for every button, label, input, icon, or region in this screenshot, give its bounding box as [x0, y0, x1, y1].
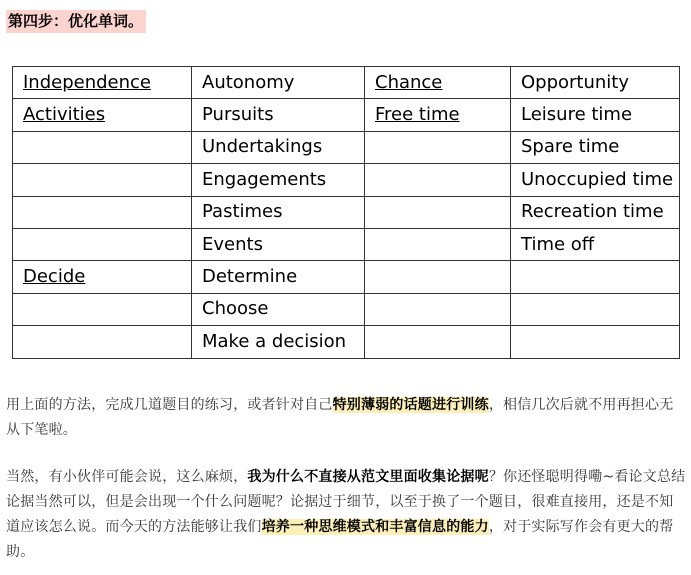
table-cell: Activities [13, 99, 192, 131]
table-cell: Independence [13, 67, 192, 99]
paragraph-practice [6, 393, 686, 443]
table-cell: Free time [365, 99, 511, 131]
table-row [13, 228, 680, 260]
bold-text: 我为什么不直接从范文里面收集论据呢 [247, 469, 489, 485]
table-cell [13, 326, 192, 358]
table-cell [511, 326, 680, 358]
table-cell: Spare time [511, 131, 680, 163]
paragraph-text: 当然，有小伙伴可能会说，这么麻烦， [6, 469, 248, 485]
table-cell [13, 293, 192, 325]
table-cell [365, 326, 511, 358]
table-cell [365, 228, 511, 260]
table-cell [365, 131, 511, 163]
table-cell [511, 293, 680, 325]
table-cell: Decide [13, 261, 192, 293]
paragraph-text: ，对于实际写作会有更大的帮助。 [6, 519, 674, 560]
table-row [13, 99, 680, 131]
paragraph-text: 用上面的方法，完成几道题目的练习，或者针对自己 [6, 397, 333, 413]
table-cell: Determine [192, 261, 365, 293]
table-row [13, 293, 680, 325]
table-cell [365, 293, 511, 325]
table-cell: Undertakings [192, 131, 365, 163]
table-cell [13, 228, 192, 260]
paragraph-text: ，相信几次后就不用再担心无从下笔啦。 [6, 397, 674, 438]
table-row [13, 326, 680, 358]
table-row [13, 164, 680, 196]
table-cell: Choose [192, 293, 365, 325]
table-cell: Engagements [192, 164, 365, 196]
table-cell: Leisure time [511, 99, 680, 131]
table-row [13, 196, 680, 228]
paragraph-explanation [6, 465, 686, 565]
table-cell: Recreation time [511, 196, 680, 228]
table-cell [365, 164, 511, 196]
table-row [13, 261, 680, 293]
table-cell [365, 196, 511, 228]
table-cell [13, 164, 192, 196]
table-cell: Events [192, 228, 365, 260]
table-row [13, 67, 680, 99]
table-cell: Pastimes [192, 196, 365, 228]
paragraph-text: ？你还怪聪明得嘞~看论文总结论据当然可以，但是会出现一个什么问题呢？论据过于细节，以至于换了一个题目，很难直接用，还是不知道应该怎么说。而今天的方法能够让我们 [6, 469, 686, 535]
table-cell [13, 196, 192, 228]
table-cell [511, 261, 680, 293]
step-heading: 第四步：优化单词。 [6, 10, 146, 33]
table-cell: Unoccupied time [511, 164, 680, 196]
table-cell: Chance [365, 67, 511, 99]
highlight-text: 培养一种思维模式和丰富信息的能力 [261, 519, 489, 535]
table-cell: Autonomy [192, 67, 365, 99]
table-cell: Make a decision [192, 326, 365, 358]
table-cell [13, 131, 192, 163]
highlight-text: 特别薄弱的话题进行训练 [332, 397, 489, 413]
table-cell: Opportunity [511, 67, 680, 99]
table-cell [365, 261, 511, 293]
table-row [13, 131, 680, 163]
table-cell: Pursuits [192, 99, 365, 131]
table-cell: Time off [511, 228, 680, 260]
vocabulary-table [12, 66, 680, 359]
